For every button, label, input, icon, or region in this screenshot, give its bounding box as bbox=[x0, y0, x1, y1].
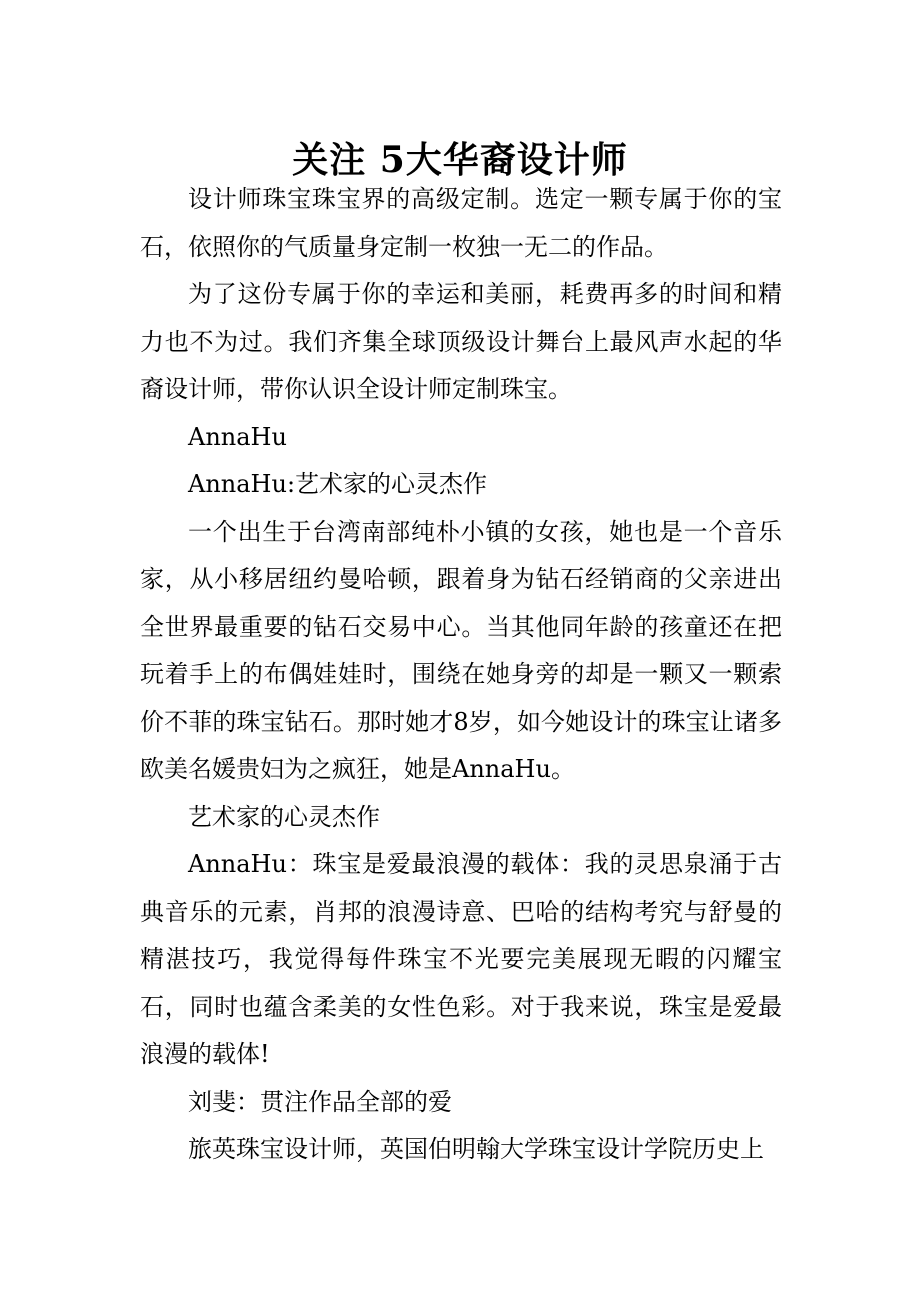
paragraph-liufei-bio: 旅英珠宝设计师，英国伯明翰大学珠宝设计学院历史上 bbox=[188, 1135, 764, 1163]
document-title: 关注 5大华裔设计师 bbox=[292, 139, 628, 182]
paragraph-liufei-heading: 刘斐：贯注作品全部的爱 bbox=[188, 1087, 452, 1116]
paragraph-annahu-name: AnnaHu bbox=[188, 422, 287, 451]
paragraph-annahu-quote: AnnaHu：珠宝是爱最浪漫的载体：我的灵思泉涌于古典音乐的元素，肖邦的浪漫诗意、巴哈的结构考究与舒曼的精湛技巧，我觉得每件珠宝不光要完美展现无暇的闪耀宝石，同时也蕴含柔美的女性色彩。对于我来说，珠宝是爱最浪漫的载体! bbox=[140, 850, 782, 1068]
paragraph-annahu-heading: AnnaHu:艺术家的心灵杰作 bbox=[188, 470, 488, 498]
paragraph-annahu-bio: 一个出生于台湾南部纯朴小镇的女孩，她也是一个音乐家，从小移居纽约曼哈顿，跟着身为钻石经销商的父亲进出全世界最重要的钻石交易中心。当其他同年龄的孩童还在把玩着手上的布偶娃娃时，围绕在她身旁的却是一颗又一颗索价不菲的珠宝钻石。那时她才8岁，如今她设计的珠宝让诸多欧美名媛贵妇为之疯狂，她是AnnaHu。 bbox=[140, 517, 782, 783]
paragraph-subheading: 艺术家的心灵杰作 bbox=[188, 802, 380, 831]
paragraph-intro-2: 为了这份专属于你的幸运和美丽，耗费再多的时间和精力也不为过。我们齐集全球顶级设计舞台上最风声水起的华裔设计师，带你认识全设计师定制珠宝。 bbox=[140, 280, 782, 403]
paragraph-intro: 设计师珠宝珠宝界的高级定制。选定一颗专属于你的宝石，依照你的气质量身定制一枚独一无二的作品。 bbox=[140, 185, 782, 261]
document-body bbox=[140, 176, 782, 1174]
